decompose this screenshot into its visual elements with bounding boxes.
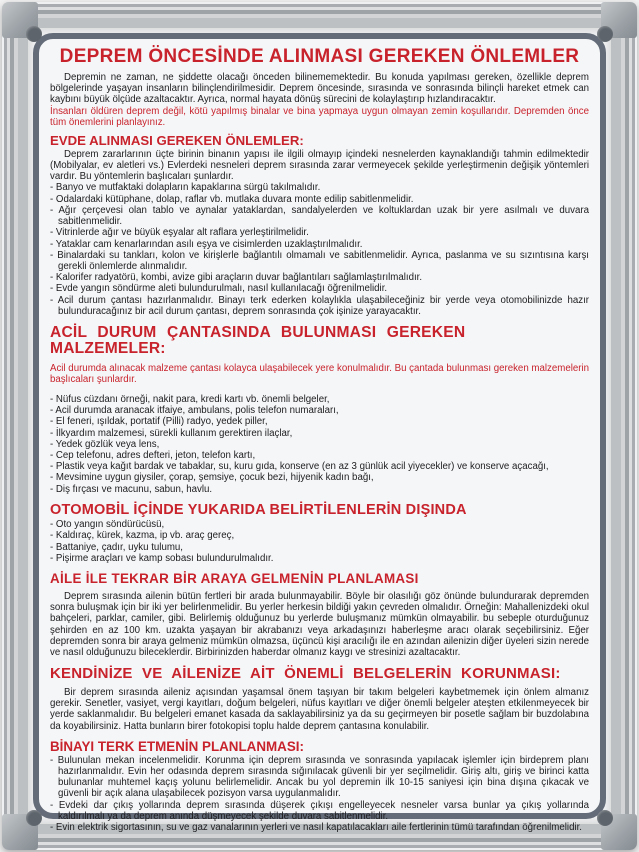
intro-paragraph: Depremin ne zaman, ne şiddette olacağı önceden bilinememektedir. Bu konuda yapılması gereken, özellikle deprem bölgelerinde yaşayan insanların bilinçlendirilmesidir. Deprem öncesinde, sırasında ve sonrasında bilinçli hareket etmek can kaybını büyük ölçüde azaltacaktır. Ayrıca, normal hayata dönüş sürecini de kolaylaştırıp hızlandıracaktır. — [50, 72, 589, 106]
frame-corner-cap-bottom-left — [2, 814, 38, 850]
section-paragraph-kendinize: Bir deprem sırasında aileniz açısından yaşamsal önem taşıyan bir takım belgeleri kaybetmemek için önlem almanız gerekir. Senetler, vasiyet, vergi kayıtları, doğum belgeleri, nüfus kayıtları ve diğer önemli belgeler ateşten etkilenmeyecek bir yerde saklanmalıdır. Bu belgeleri emanet kasada da saklayabilirsiniz ya da su geçirmeyen bir posetle sağlam bir buzdolabına da koyabilirsiniz. Hatta bunların birer fotokopisi toplu halde deprem çantasına konulabilir. — [50, 686, 589, 732]
bullet-item: - Banyo ve mutfaktaki dolapların kapaklarına sürgü takılmalıdır. — [50, 182, 321, 194]
bullet-item: - İlkyardım malzemesi, sürekli kullanım gerektiren ilaçlar, — [50, 427, 293, 439]
bullet-list-otomobil — [50, 519, 589, 564]
bullet-item: - Evde yangın söndürme aleti bulundurulmalı, nasıl kullanılacağı öğrenilmelidir. — [50, 283, 388, 295]
poster-content — [50, 46, 589, 833]
section-heading-kendinize: KENDİNİZE VE AİLENİZE AİT ÖNEMLİ BELGELERİN KORUNMASI: — [50, 665, 561, 683]
frame-corner-cap-top-left — [2, 2, 38, 38]
poster-title: DEPREM ÖNCESİNDE ALINMASI GEREKEN ÖNLEMLER — [59, 46, 580, 67]
section-heading-aile: AİLE İLE TEKRAR BİR ARAYA GELMENİN PLANLAMASI — [50, 570, 419, 586]
frame-corner-cap-top-right — [601, 2, 637, 38]
bullet-item: - Battaniye, çadır, uyku tulumu, — [50, 541, 183, 553]
frame-corner-cap-bottom-right — [601, 814, 637, 850]
bullet-item: - Evdeki dar çıkış yollarında deprem sırasında düşerek çıkışı engelleyecek nesneler varsa bunlar ya çıkış yollarında kaldırılmalı ya da deprem anında düşmeyecek şekilde duvara sabitlenmelidir. — [50, 799, 589, 822]
bullet-item: - Yataklar cam kenarlarından asılı eşya ve cisimlerden uzaklaştırılmalıdır. — [50, 238, 363, 250]
bullet-item: - Kaldıraç, kürek, kazma, ip vb. araç gereç, — [50, 530, 235, 542]
bullet-item: - Diş fırçası ve macunu, sabun, havlu. — [50, 483, 213, 495]
section-heading-acil: ACİL DURUM ÇANTASINDA BULUNMASI GEREKEN MALZEMELER: — [50, 323, 466, 358]
bullet-item: - Acil durumda aranacak itfaiye, ambulans, polis telefon numaraları, — [50, 405, 339, 417]
section-paragraph-aile: Deprem sırasında ailenin bütün fertleri bir arada bulunmayabilir. Böyle bir olasılığı göz önünde bulundurarak depremden sonra buluşmak için bir iki yer belirlenmelidir. Bu yerler herkesin bildiği yakın çevreden olmalıdır. Örneğin: Mahallenizdeki okul bahçeleri, parklar, camiler, gibi. Belirlemiş olduğunuz bu yerlerde buluşmanız mümkün olmayabilir. bu sebeple oturduğunuz şehirden en az 100 km. uzakta yaşayan bir akrabanızı veya arkadaşınızı haberleşme aracı olarak seçebilirsiniz. Eğer depremden sonra bir araya gelmeniz mümkün olmazsa, üçüncü kişi aracılığı ile en azından ailenizin diğer üyeleri sizin nerede ve nasıl olduğunuzu bileceklerdir. Birbirinizden haberdar olmanız kaygı ve stresinizi azaltacaktır. — [50, 590, 589, 658]
section-heading-evde: EVDE ALINMASI GEREKEN ÖNLEMLER: — [50, 133, 304, 149]
poster-paper — [28, 28, 611, 834]
poster-rounded-border — [33, 33, 606, 834]
section-heading-otomobil: OTOMOBİL İÇİNDE YUKARIDA BELİRTİLENLERİN DIŞINDA — [50, 501, 467, 518]
bullet-item: - Oto yangın söndürücüsü, — [50, 519, 165, 531]
bullet-list-binayi — [50, 755, 589, 833]
bullet-item: - Bulunulan mekan incelenmelidir. Korunma için deprem sırasında ve sonrasında yapılacak işlemler için birdeprem planı hazırlanmalıdır. Evin her odasında deprem sırasında sığınılacak güvenli bir yer seçilmelidir. Giriş altı, giriş ve birinci katta bulunanlar muhtemel kaçış yolunu belirlemelidir. Ancak bu yol depremin ilk 10-15 saniyesi için bina dışına çıkacak ve güvenli bir açık alana ulaşabilecek pozisyon varsa uygulanmalıdır. — [50, 754, 589, 800]
bullet-item: - Evin elektrik sigortasının, su ve gaz vanalarının yerleri ve nasıl kapatılacakları aile fertlerinin tümü tarafından öğrenilmelidir. — [50, 822, 582, 834]
section-paragraph-acil: Acil durumda alınacak malzeme çantası kolayca ulaşabilecek yere konulmalıdır. Bu çantada bulunması gereken malzemelerin başlıcaları şunlardır. — [50, 362, 590, 385]
bullet-item: - Cep telefonu, adres defteri, jeton, telefon kartı, — [50, 450, 256, 462]
bullet-list-acil — [50, 394, 589, 495]
bullet-item: - Vitrinlerde ağır ve büyük eşyalar alt raflara yerleştirilmelidir. — [50, 227, 309, 239]
bullet-item: - Acil durum çantası hazırlanmalıdır. Binayı terk ederken kolaylıkla ulaşabileceğiniz bir yerde veya otomobilinizde hazır bulunduracağınız bir acil durum çantası, deprem sonrasında çok işinize yarayacaktır. — [50, 294, 589, 317]
bullet-item: - Kalorifer radyatörü, kombi, avize gibi araçların duvar bağlantıları sağlamlaştırılmalıdır. — [50, 272, 423, 284]
bullet-item: - Odalardaki kütüphane, dolap, raflar vb. mutlaka duvara monte edilip sabitlenmelidir. — [50, 193, 414, 205]
section-paragraph-evde: Deprem zararlarının üçte birinin binanın yapısı ile ilgili olmayıp içindeki nesnelerden kaynaklandığı tahmin edilmektedir (Mobilyalar, ev aletleri vs.) Evlerdeki nesneleri deprem sırasında zarar vermeyecek şekilde yerleştirmenin değişik yöntemleri vardır. Bu yöntemlerin başlıcaları şunlardır. — [50, 148, 589, 183]
bullet-item: - Ağır çerçevesi olan tablo ve aynalar yataklardan, sandalyelerden ve koltuklardan uzak bir yere asılmalı ve duvara sabitlenmelidir. — [50, 204, 589, 228]
bullet-item: - El feneri, ışıldak, portatif (Pilli) radyo, yedek piller, — [50, 416, 268, 428]
section-heading-binayi: BİNAYI TERK ETMENİN PLANLANMASI: — [50, 738, 304, 754]
bullet-item: - Plastik veya kağıt bardak ve tabaklar, su, kuru gıda, konserve (en az 3 günlük acil yiyecekler) ve konserve açacağı, — [50, 461, 549, 473]
bullet-list-evde — [50, 182, 589, 316]
bullet-item: - Mevsimine uygun giysiler, çorap, şemsiye, çocuk bezi, hijyenik kadın bağı, — [50, 472, 374, 484]
bullet-item: - Binalardaki su tankları, kolon ve kirişlerle bağlantılı olmamalı ve sabitlenmelidir. Ayrıca, paslanma ve su sızıntısına karşı gerekli önlemlerde alınmalıdır. — [50, 249, 589, 272]
bullet-item: - Yedek gözlük veya lens, — [50, 438, 160, 450]
bullet-item: - Pişirme araçları ve kamp sobası bulundurulmalıdır. — [50, 552, 274, 564]
intro-warning-text: İnsanları öldüren deprem değil, kötü yapılmış binalar ve bina yapmaya uygun olmayan zemin koşullarıdır. Depremden önce tüm önemlerini planlayınız. — [50, 105, 589, 128]
bullet-item: - Nüfus cüzdanı örneği, nakit para, kredi kartı vb. önemli belgeler, — [50, 394, 330, 406]
